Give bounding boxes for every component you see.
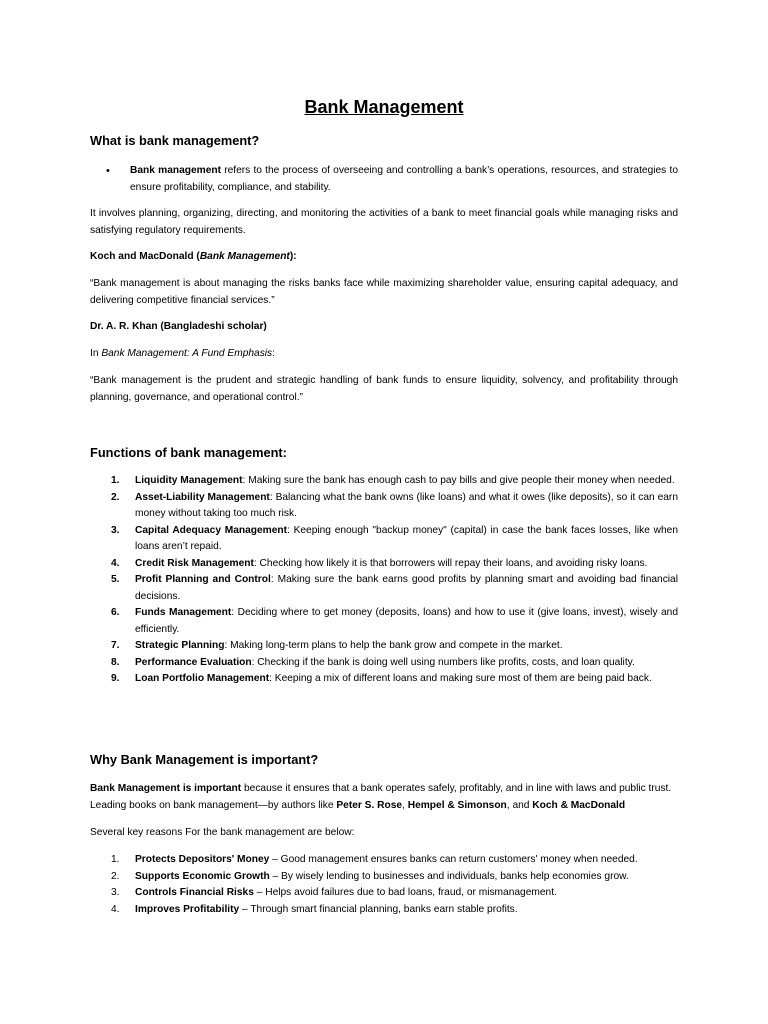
reasons-list [90, 852, 678, 918]
section-heading-functions: Functions of bank management: [90, 445, 287, 460]
page-title: Bank Management [304, 97, 464, 117]
list-item: 5. Profit Planning and Control: Making sure the bank earns good profits by planning smart and avoiding bad financial decisions. [111, 574, 678, 602]
list-item: 8. Performance Evaluation: Checking if the bank is doing well using numbers like profits, costs, and loan quality. [111, 656, 635, 668]
list-item: 1. Protects Depositors' Money – Good management ensures banks can return customers' money when needed. [111, 854, 638, 865]
section-heading-why-important: Why Bank Management is important? [90, 752, 319, 767]
functions-list [90, 473, 678, 688]
list-item: 2. Supports Economic Growth – By wisely lending to businesses and individuals, banks help economies grow. [111, 870, 629, 882]
reasons-intro: Several key reasons For the bank management are below: [90, 827, 355, 838]
list-item: 6. Funds Management: Deciding where to get money (deposits, loans) and how to use it (give loans, invest), wisely and efficiently. [111, 607, 678, 635]
list-item: 1. Liquidity Management: Making sure the bank has enough cash to pay bills and give people their money when needed. [111, 475, 675, 486]
list-item: 2. Asset-Liability Management: Balancing what the bank owns (like loans) and what it owes (like deposits), so it can earn money without taking too much risk. [111, 491, 678, 519]
list-item: 3. Controls Financial Risks – Helps avoid failures due to bad loans, fraud, or mismanagement. [111, 887, 557, 898]
list-item: 7. Strategic Planning: Making long-term plans to help the bank grow and compete in the market. [111, 640, 563, 651]
koch-quote: “Bank management is about managing the risks banks face while maximizing shareholder value, ensuring capital adequacy, and delivering competitive financial services.” [90, 278, 678, 306]
paragraph-involves: It involves planning, organizing, directing, and monitoring the activities of a bank to meet financial goals while managing risks and satisfying regulatory requirements. [90, 208, 678, 236]
section-heading-what-is: What is bank management? [90, 133, 260, 148]
list-item: 9. Loan Portfolio Management: Keeping a mix of different loans and making sure most of them are being paid back. [111, 673, 652, 684]
koch-label: Koch and MacDonald (Bank Management): [90, 251, 297, 262]
list-item: 4. Improves Profitability – Through smart financial planning, banks earn stable profits. [111, 903, 518, 915]
importance-paragraph: Bank Management is important because it ensures that a bank operates safely, profitably, and in line with laws and public trust. Leading books on bank management—by authors like Peter S. Rose, Hempel & Simonson, and Koch & MacDonald [90, 783, 672, 811]
list-item: 3. Capital Adequacy Management: Keeping enough "backup money" (capital) in case the bank faces losses, like when loans aren’t repaid. [111, 524, 678, 552]
khan-label: Dr. A. R. Khan (Bangladeshi scholar) [90, 321, 267, 332]
bullet-icon: • [106, 165, 110, 177]
definition-text: Bank management refers to the process of overseeing and controlling a bank’s operations, resources, and strategies to ensure profitability, compliance, and stability. [130, 165, 678, 193]
khan-quote: “Bank management is the prudent and strategic handling of bank funds to ensure liquidity, solvency, and profitability through planning, governance, and operational control.” [90, 375, 678, 403]
list-item: 4. Credit Risk Management: Checking how likely it is that borrowers will repay their loans, and avoiding risky loans. [111, 557, 648, 569]
khan-book-line: In Bank Management: A Fund Emphasis: [90, 348, 275, 359]
definition-bullet [90, 163, 678, 196]
